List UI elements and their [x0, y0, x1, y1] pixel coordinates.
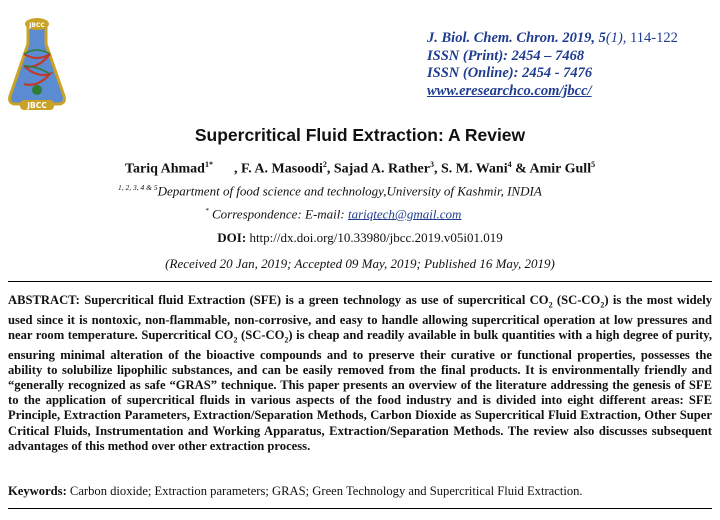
journal-logo [6, 14, 68, 112]
correspondence-email-link[interactable]: tariqtech@gmail.com [348, 206, 462, 222]
abstract-subscript: 2 [284, 335, 289, 345]
abstract-text: ABSTRACT: Supercritical fluid Extraction (SFE) is a green technology as use of supercritical CO [8, 293, 549, 307]
author-name: , F. A. Masoodi [233, 161, 323, 177]
author-sup: 4 [507, 160, 512, 169]
abstract-text: ) is cheap and readily available in bulk quantities with a high degree of purity, ensuring minimal alteration of the bioactive compounds and to preserve their curative or functional properties, possesses the ability to solubilize lipophilic substances, and can be easily removed from the final products. It is environmentally friendly and “generally recognized as safe “GRAS” technique. This paper presents an overview of the literature addressing the genesis of SFE to the application of supercritical fluids in various aspects of the food industry and is divided into eight different areas: SFE Principle, Extraction Parameters, Extraction/Separation Methods, Carbon Dioxide as Supercritical Fluid Extraction, Other Super Critical Fluids, Instrumentation and Working Apparatus, Extraction/Separation Methods. The review also discusses subsequent advantages of this method over other extraction process. [8, 327, 712, 453]
keywords-text: Carbon dioxide; Extraction parameters; GRAS; Green Technology and Supercritical Fluid Extraction. [66, 484, 583, 498]
divider-bottom [8, 508, 712, 509]
journal-name: J. Biol. Chem. Chron. [427, 30, 559, 46]
keywords [8, 484, 712, 499]
correspondence-label: Correspondence: E-mail: [208, 206, 348, 222]
keywords-label: Keywords: [8, 484, 67, 498]
author-list [0, 160, 720, 178]
doi-label: DOI: [217, 230, 247, 245]
author-name: Tariq Ahmad [124, 161, 205, 177]
doi-value[interactable]: http://dx.doi.org/10.33980/jbcc.2019.v05i01.019 [246, 230, 503, 245]
correspondence-sup: * [205, 206, 209, 215]
article-title: Supercritical Fluid Extraction: A Review [194, 125, 526, 145]
abstract [8, 293, 712, 454]
journal-info [427, 30, 717, 100]
abstract-text: (SC-CO [237, 327, 285, 342]
author-sup: 1* [204, 160, 213, 169]
journal-issue: (1), [605, 30, 627, 46]
correspondence [205, 206, 461, 222]
author-name: & Amir Gull [511, 161, 592, 177]
citation-line [427, 30, 717, 48]
author-sup: 2 [322, 160, 327, 169]
affiliation [118, 183, 542, 199]
logo-badge-top: JBCC [29, 22, 45, 29]
abstract-text: (SC-CO [552, 293, 601, 307]
issn-print: ISSN (Print): 2454 – 7468 [427, 47, 585, 64]
abstract-subscript: 2 [548, 300, 553, 310]
issn-online: ISSN (Online): 2454 - 7476 [427, 65, 593, 81]
journal-pages: 114-122 [630, 30, 678, 46]
author-name: , S. M. Wani [433, 161, 508, 177]
logo-badge-bottom: JBCC [27, 101, 47, 110]
journal-website-link[interactable]: www.eresearchco.com/jbcc/ [427, 82, 592, 99]
affiliation-text: Department of food science and technology,University of Kashmir, INDIA [157, 183, 542, 199]
author-sup: 3 [429, 160, 434, 169]
affiliation-sup: 1, 2, 3, 4 & 5 [118, 183, 158, 192]
author-name: , Sajad A. Rather [326, 161, 430, 177]
abstract-text: ) is the most widely used since it is nontoxic, non-flammable, non-corrosive, and easy to handle allowing supercritical operation at low pressures and near room temperature. Supercritical CO [8, 293, 713, 342]
divider-top [8, 281, 712, 282]
author-sup: 5 [591, 160, 596, 169]
abstract-subscript: 2 [600, 300, 605, 310]
doi-line [0, 230, 720, 246]
journal-year-volume: 2019, 5 [562, 30, 606, 46]
abstract-subscript: 2 [233, 335, 238, 345]
publication-dates: (Received 20 Jan, 2019; Accepted 09 May, 2019; Published 16 May, 2019) [165, 256, 555, 271]
